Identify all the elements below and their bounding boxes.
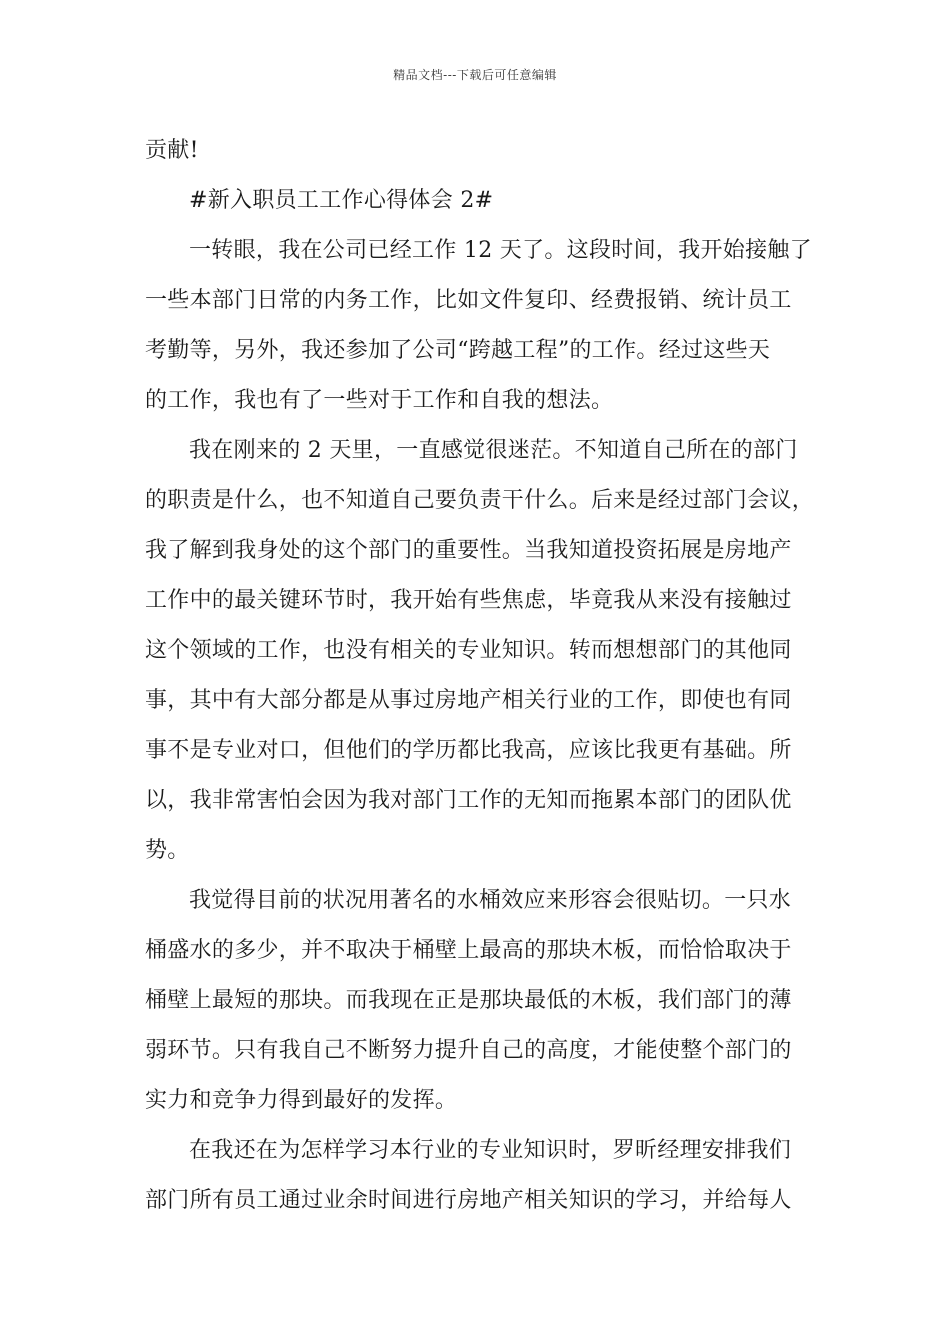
text-line: 桶壁上最短的那块。而我现在正是那块最低的木板，我们部门的薄	[145, 988, 792, 1013]
text-line: 弱环节。只有我自己不断努力提升自己的高度，才能使整个部门的	[145, 1038, 792, 1063]
text-line: 贡献!	[145, 138, 199, 163]
text-line: 这个领域的工作，也没有相关的专业知识。转而想想部门的其他同	[145, 638, 792, 663]
text-line: 我在刚来的 2 天里，一直感觉很迷茫。不知道自己所在的部门	[189, 438, 798, 463]
text-line: 在我还在为怎样学习本行业的专业知识时，罗昕经理安排我们	[189, 1138, 792, 1163]
text-line: 桶盛水的多少，并不取决于桶壁上最高的那块木板，而恰恰取决于	[145, 938, 792, 963]
text-line: 部门所有员工通过业余时间进行房地产相关知识的学习，并给每人	[145, 1188, 792, 1213]
text-line: 工作中的最关键环节时，我开始有些焦虑，毕竟我从来没有接触过	[145, 588, 792, 613]
text-line: 我觉得目前的状况用著名的水桶效应来形容会很贴切。一只水	[189, 888, 792, 913]
text-line: 一些本部门日常的内务工作，比如文件复印、经费报销、统计员工	[145, 288, 792, 313]
page-header: 精品文档---下载后可任意编辑	[393, 68, 557, 82]
document-body	[145, 126, 815, 1226]
text-line: 我了解到我身处的这个部门的重要性。当我知道投资拓展是房地产	[145, 538, 792, 563]
text-line: 以，我非常害怕会因为我对部门工作的无知而拖累本部门的团队优	[145, 788, 792, 813]
text-line: 实力和竞争力得到最好的发挥。	[145, 1088, 458, 1113]
text-line: 事，其中有大部分都是从事过房地产相关行业的工作，即使也有同	[145, 688, 792, 713]
text-line: 势。	[145, 838, 190, 863]
section-heading: #新入职员工工作心得体会 2#	[189, 188, 494, 213]
text-line: 考勤等，另外，我还参加了公司“跨越工程”的工作。经过这些天	[145, 338, 771, 363]
text-line: 一转眼，我在公司已经工作 12 天了。这段时间，我开始接触了	[189, 238, 812, 263]
text-line: 的工作，我也有了一些对于工作和自我的想法。	[145, 388, 614, 413]
text-line: 事不是专业对口，但他们的学历都比我高，应该比我更有基础。所	[145, 738, 792, 763]
text-line: 的职责是什么，也不知道自己要负责干什么。后来是经过部门会议，	[145, 488, 815, 513]
